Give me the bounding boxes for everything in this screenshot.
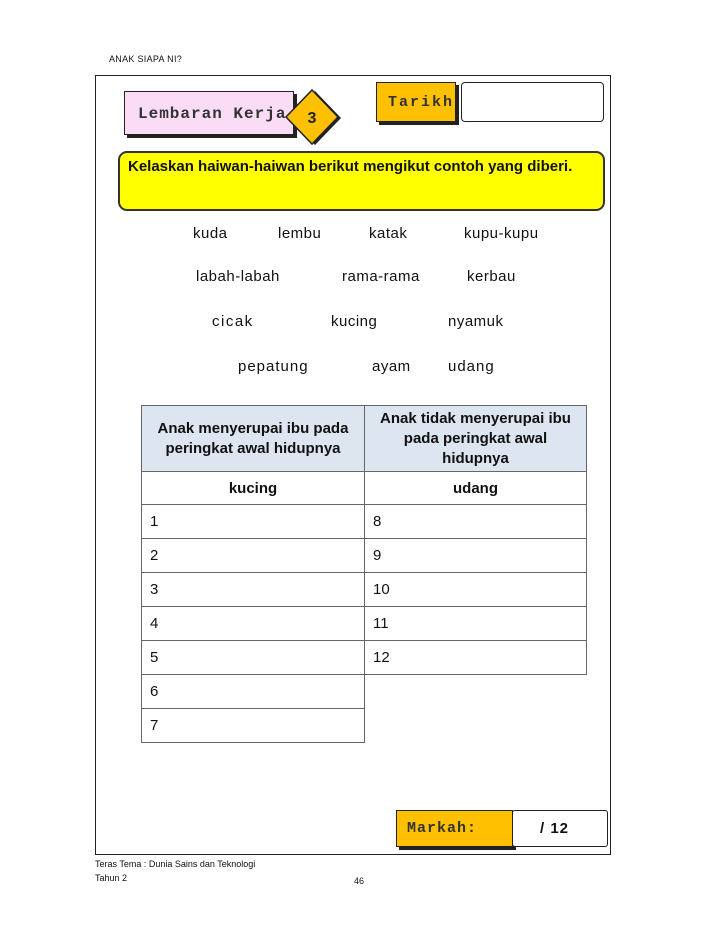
word-item: katak — [369, 225, 408, 242]
word-item: udang — [448, 358, 495, 375]
example-not-resembles: udang — [365, 472, 587, 505]
table-header-resembles: Anak menyerupai ibu pada peringkat awal hidupnya — [142, 406, 365, 472]
date-label: Tarikh — [388, 94, 455, 111]
answer-cell[interactable]: 3 — [142, 573, 365, 607]
worksheet-label: Lembaran Kerja — [138, 105, 287, 123]
word-item: cicak — [212, 313, 254, 330]
example-resembles: kucing — [142, 472, 365, 505]
empty-cell — [365, 709, 587, 743]
score-value: / 12 — [540, 820, 570, 837]
word-item: rama-rama — [342, 268, 420, 285]
word-item: kerbau — [467, 268, 516, 285]
date-field[interactable] — [461, 82, 604, 122]
word-item: kupu-kupu — [464, 225, 539, 242]
word-item: nyamuk — [448, 313, 504, 330]
empty-cell — [365, 675, 587, 709]
table-header-not-resembles: Anak tidak menyerupai ibu pada peringkat awal hidupnya — [365, 406, 587, 472]
answer-cell[interactable]: 10 — [365, 573, 587, 607]
answer-cell[interactable]: 9 — [365, 539, 587, 573]
answer-cell[interactable]: 5 — [142, 641, 365, 675]
answer-cell[interactable]: 1 — [142, 505, 365, 539]
worksheet-number: 3 — [307, 110, 317, 127]
answer-cell[interactable]: 8 — [365, 505, 587, 539]
answer-cell[interactable]: 11 — [365, 607, 587, 641]
word-item: pepatung — [238, 358, 309, 375]
answer-cell[interactable]: 6 — [142, 675, 365, 709]
footer-theme: Teras Tema : Dunia Sains dan Teknologi — [95, 859, 256, 869]
word-item: labah-labah — [196, 268, 280, 285]
page-number: 46 — [354, 876, 365, 886]
instruction-text: Kelaskan haiwan-haiwan berikut mengikut contoh yang diberi. — [128, 158, 573, 175]
score-label: Markah: — [407, 820, 478, 837]
answer-cell[interactable]: 2 — [142, 539, 365, 573]
word-item: kucing — [331, 313, 378, 330]
word-item: kuda — [193, 225, 228, 242]
footer-year: Tahun 2 — [95, 873, 128, 883]
word-item: lembu — [278, 225, 322, 242]
answer-cell[interactable]: 7 — [142, 709, 365, 743]
answer-cell[interactable]: 12 — [365, 641, 587, 675]
classification-table — [141, 405, 587, 743]
answer-cell[interactable]: 4 — [142, 607, 365, 641]
word-item: ayam — [372, 358, 411, 375]
page-header-title: ANAK SIAPA NI? — [109, 54, 183, 64]
worksheet-number-diamond — [282, 88, 342, 148]
